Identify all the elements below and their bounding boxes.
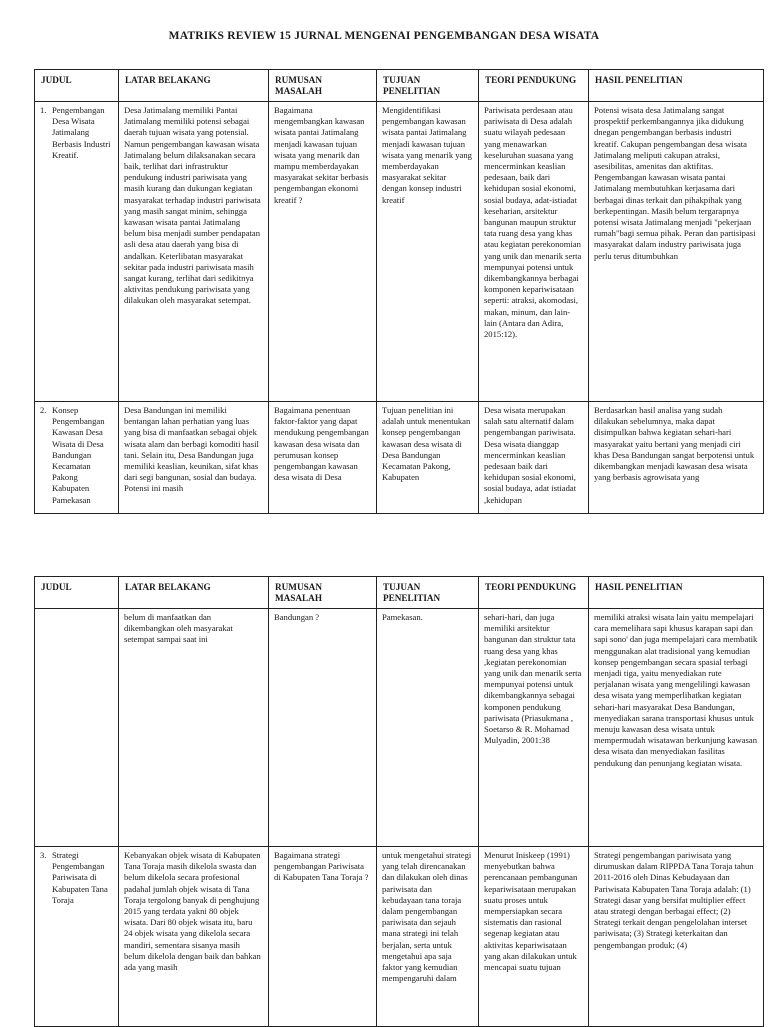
cell-latar-belakang: belum di manfaatkan dan dikembangkan oleh masyarakat setempat sampai saat ini	[119, 609, 269, 847]
header-tujuan-penelitian: TUJUAN PENELITIAN	[377, 70, 479, 102]
cell-tujuan-penelitian: Mengidentifikasi pengembangan kawasan wisata pantai Jatimalang menjadi kawasan tujuan wisata yang menarik yang memberdayakan masyarakat sekitar dengan konsep industri kreatif	[377, 102, 479, 402]
header-rumusan-masalah: RUMUSAN MASALAH	[269, 577, 377, 609]
cell-tujuan-penelitian: Pamekasan.	[377, 609, 479, 847]
cell-judul	[35, 847, 119, 1027]
cell-latar-belakang: Desa Bandungan ini memiliki bentangan lahan perhatian yang luas yang bisa di manfaatkan sebagai objek wisata alam dan berbagi komoditi hasil tani. Selain itu, Desa Bandungan juga memiliki keaslian, keunikan, sifat khas dari segi bangunan, sosial dan budaya. Potensi ini masih	[119, 402, 269, 514]
cell-teori-pendukung: Pariwisata perdesaan atau pariwisata di Desa adalah suatu wilayah pedesaan yang menawarkan keseluruhan suasana yang mencerminkan keaslian pedesaan, baik dari kehidupan sosial ekonomi, sosial budaya, adat-istiadat keseharian, arsitektur bangunan maupun struktur tata ruang desa yang khas atau kegiatan perekonomian yang unik dan menarik serta mempunyai potensi untuk dikembangkannya berbagai komponen kepariwisataan seperti: atraksi, akomodasi, makan, minum, dan lain-lain (Antara dan Adira, 2015:12).	[479, 102, 589, 402]
table-row	[35, 609, 764, 847]
cell-judul	[35, 102, 119, 402]
header-row	[35, 577, 764, 609]
cell-hasil-penelitian: memiliki atraksi wisata lain yaitu mempelajari cara memelihara sapi khusus karapan sapi dan sapi sono' dan juga mempelajari cara membatik menggunakan alat tradisional yang kemudian konsep pengembangan secara spasial terbagi menjadi tiga, yaitu menyediakan rute perjalanan wisata yang mengelilingi kawasan desa wisata yang memperlihatkan kegiatan sehari-hari masyarakat Desa Bandungan, menyediakan sarana transportasi khusus untuk menuju kawasan desa wisata untuk mempermudah wisatawan berkunjung kawasan desa wisata dan menyediakan fasilitas pendukung dan penunjang kegiatan wisata.	[589, 609, 764, 847]
review-matrix-table-1	[34, 69, 764, 514]
cell-judul	[35, 402, 119, 514]
journal-title: Konsep Pengembangan Kawasan Desa Wisata di Desa Bandungan Kecamatan Pakong Kabupaten Pamekasan	[52, 405, 105, 505]
table-row	[35, 102, 764, 402]
header-teori-pendukung: TEORI PENDUKUNG	[479, 70, 589, 102]
header-tujuan-penelitian: TUJUAN PENELITIAN	[377, 577, 479, 609]
table-row	[35, 847, 764, 1027]
row-number: 2.	[40, 405, 47, 415]
cell-latar-belakang: Kebanyakan objek wisata di Kabupaten Tana Toraja masih dikelola swasta dan belum dikelola secara profesional padahal jumlah objek wisata di Tana Toraja tergolong banyak di penghujung 2015 yang terdata yakni 80 objek wisata. Dari 80 objek wisata itu, baru 24 objek wisata yang dikelola secara mandiri, sementara sisanya masih belum dikelola dengan baik dan bahkan ada yang masih	[119, 847, 269, 1027]
cell-rumusan-masalah: Bagaimana strategi pengembangan Pariwisata di Kabupaten Tana Toraja ?	[269, 847, 377, 1027]
cell-teori-pendukung: Menurut Iniskeep (1991) menyebutkan bahwa perencanaan pembangunan kepariwisataan merupakan suatu proses untuk mempersiapkan secara sistematis dan rasional segenap kegiatan atau aktivitas kepariwisataan yang akan dilakukan untuk mencapai suatu tujuan	[479, 847, 589, 1027]
header-judul: JUDUL	[35, 577, 119, 609]
cell-rumusan-masalah: Bandungan ?	[269, 609, 377, 847]
header-teori-pendukung: TEORI PENDUKUNG	[479, 577, 589, 609]
header-judul: JUDUL	[35, 70, 119, 102]
header-hasil-penelitian: HASIL PENELITIAN	[589, 70, 764, 102]
cell-latar-belakang: Desa Jatimalang memiliki Pantai Jatimalang memiliki potensi sebagai daerah tujuan wisata yang potensial. Namun pengembangan kawasan wisata Jatimalang belum dilaksanakan secara baik, terlihat dari infrastruktur pendukung industri pariwisata yang masih kurang dan dukungan kegiatan masyarakat terhadap industri pariwisata yang masih sangat minim, sehingga kawasan wisata pantai Jatimalang belum bisa menjadi sumber pendapatan asli desa atau daerah yang bisa di andalkan. Keterlibatan masyarakat sekitar pada industri pariwisata masih sangat kurang, terlihat dari sedikitnya aktivitas pendukung pariwisata yang dilakukan oleh masyarakat setempat.	[119, 102, 269, 402]
header-rumusan-masalah: RUMUSAN MASALAH	[269, 70, 377, 102]
table-row	[35, 402, 764, 514]
review-matrix-table-2	[34, 576, 764, 1027]
journal-title: Pengembangan Desa Wisata Jatimalang Berbasis Industri Kreatif.	[52, 105, 111, 160]
cell-tujuan-penelitian: untuk mengetahui strategi yang telah direncanakan dan dilakukan oleh dinas pariwisata dan kebudayaan tana toraja dalam pengembangan pariwisata dan sejauh mana strategi ini telah berjalan, serta untuk mengetahui apa saja faktor yang kemudian mempengaruhi dalam	[377, 847, 479, 1027]
journal-title: Strategi Pengembangan Pariwisata di Kabupaten Tana Toraja	[52, 850, 108, 905]
document-title: MATRIKS REVIEW 15 JURNAL MENGENAI PENGEMBANGAN DESA WISATA	[168, 30, 600, 42]
cell-teori-pendukung: sehari-hari, dan juga memiliki arsitektur bangunan dan struktur tata ruang desa yang khas ,kegiatan perekonomian yang unik dan menarik serta mempunyai potensi untuk dikembangkannya sebagai komponen pendukung pariwisata (Priasukmana , Soetarso & R. Mohamad Mulyadin, 2001:38	[479, 609, 589, 847]
header-hasil-penelitian: HASIL PENELITIAN	[589, 577, 764, 609]
header-latar-belakang: LATAR BELAKANG	[119, 70, 269, 102]
header-row	[35, 70, 764, 102]
row-number: 3.	[40, 850, 47, 860]
cell-hasil-penelitian: Strategi pengembangan pariwisata yang dirumuskan dalam RIPPDA Tana Toraja tahun 2011-2016 oleh Dinas Kebudayaan dan Pariwisata Kabupaten Tana Toraja adalah: (1) Strategi dasar yang bersifat multiplier effect atau strategi dengan berbagai effect; (2) Strategi terkait dengan pengelolahan interset pariwisata; (3) Strategi keterkaitan dan pengembangan produk; (4)	[589, 847, 764, 1027]
cell-hasil-penelitian: Potensi wisata desa Jatimalang sangat prospektif perkembangannya jika didukung dnegan pengembangan berbasis industri kreatif. Cakupan pengembangan desa wisata Jatimalang meliputi cakupan atraksi, asesibilitas, amenitas dan aktifitas. Pengembangan kawasan wisata pantai Jatimalang membutuhkan kerjasama dari berbagai dinas terkait dan pihakpihak yang berkepentingan. Masih belum tergarapnya potensi wisata Jatimalang menjadi "pekerjaan rumah"bagi semua pihak. Peran dan partisipasi masyarakat dalam industry pariwisata juga perlu terus ditumbuhkan	[589, 102, 764, 402]
cell-tujuan-penelitian: Tujuan penelitian ini adalah untuk menentukan konsep pengembangan kawasan desa wisata di Desa Bandungan Kecamatan Pakong, Kabupaten	[377, 402, 479, 514]
cell-teori-pendukung: Desa wisata merupakan salah satu alternatif dalam pengembangan pariwisata. Desa wisata dianggap mencerminkan keaslian pedesaan baik dari kehidupan sosial ekonomi, sosial budaya, adat istiadat ,kehidupan	[479, 402, 589, 514]
cell-rumusan-masalah: Bagaimana penentuan faktor-faktor yang dapat mendukung pengembangan kawasan desa wisata dan perumusan konsep pengembangan kawasan desa wisata di Desa	[269, 402, 377, 514]
cell-rumusan-masalah: Bagaimana mengembangkan kawasan wisata pantai Jatimalang menjadi kawasan tujuan wisata yang menarik dan mampu memberdayakan masyarakat sekitar berbasis pengembangan ekonomi kreatif ?	[269, 102, 377, 402]
row-number: 1.	[40, 105, 47, 115]
header-latar-belakang: LATAR BELAKANG	[119, 577, 269, 609]
cell-hasil-penelitian: Berdasarkan hasil analisa yang sudah dilakukan sebelumnya, maka dapat disimpulkan bahwa kegiatan sehari-hari masyarakat yaitu bertani yang menjadi ciri khas Desa Bandungan sangat berpotensi untuk dikembangkan menjadi kawasan desa wisata yang berbasis agrowisata yang	[589, 402, 764, 514]
cell-judul	[35, 609, 119, 847]
